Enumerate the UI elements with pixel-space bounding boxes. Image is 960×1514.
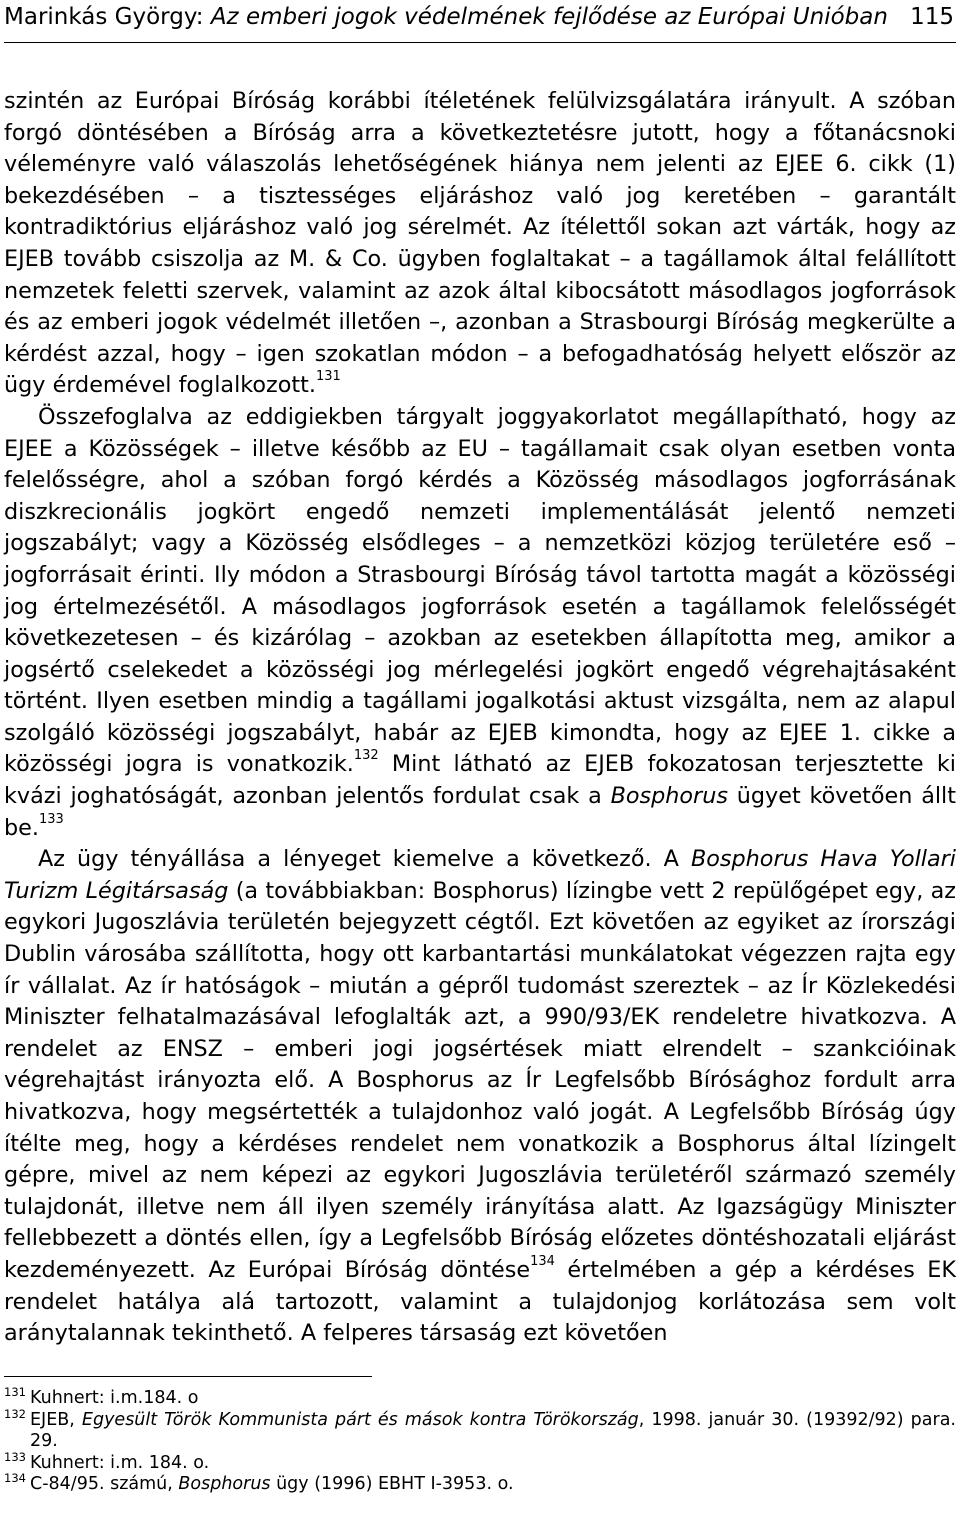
footnote-133 (4, 1449, 956, 1475)
footnote-ref-134[interactable]: 134 (530, 1253, 555, 1269)
footnote-number: 133 (4, 1449, 26, 1464)
footnote-ref-132[interactable]: 132 (353, 748, 379, 764)
header-divider (4, 42, 956, 43)
footnotes (4, 1385, 956, 1496)
footnote-ref-133[interactable]: 133 (38, 811, 64, 827)
paragraph-text: értelmében a gép a kérdéses EK rendelet hatálya alá tartozott, valamint a tulajdonjog korlátozása sem volt aránytalannak tekinthető. A felperes társaság ezt követően (4, 1256, 956, 1347)
footnote-ref-131[interactable]: 131 (315, 369, 341, 385)
company-name: Bosphorus Hava Yollari Turizm Légitársaság (4, 846, 956, 904)
paragraph-text: Mint látható az EJEB fokozatosan terjesztette ki kvázi joghatóságát, azonban jelentős fordulat csak a (4, 751, 956, 810)
footnote-number: 132 (4, 1406, 26, 1421)
header-title: Az emberi jogok védelmének fejlődése az Európai Unióban (210, 4, 888, 30)
footnote-131 (4, 1385, 956, 1410)
footnote-number: 131 (4, 1385, 26, 1399)
page-number: 115 (910, 4, 954, 30)
paragraph-text: (a továbbiakban: Bosphorus) lízingbe vett 2 repülőgépet egy, az egykori Jugoszlávia területén bejegyzett cégtől. Ezt követően az egyiket az írországi Dublin városába szállította, hogy ott karbantartási munkálatokat végezzen rajta egy ír vállalat. Az ír hatóságok – miután a gépről tudomást szereztek – az Ír Közlekedési Miniszter felhatalmazásával lefoglalták azt, a 990/93/EK rendeletre hivatkozva. A rendelet az ENSZ – emberi jogi jogsértések miatt elrendelt – szankcióinak végrehajtást irányozta elő. A Bosphorus az Ír Legfelsőbb Bírósághoz fordult arra hivatkozva, hogy megsértették a tulajdonhoz való jogát. A Legfelsőbb Bíróság úgy ítélte meg, hogy a kérdéses rendelet nem vonatkozik a Bosphorus által lízingelt gépre, mivel az nem képezi az egykori Jugoszlávia területéről származó személy tulajdonát, illetve nem áll ilyen személy irányítása alatt. Az Igazságügy Miniszter fellebbezett a döntés ellen, így a Legfelsőbb Bíróság előzetes döntéshozatali eljárást kezdeményezett. Az Európai Bíróság döntése (4, 877, 957, 1283)
footnote-text: Kuhnert: i.m. 184. o. (30, 1452, 210, 1473)
body-text (4, 86, 956, 1350)
paragraph-text: Az ügy tényállása a lényeget kiemelve a következő. A (38, 846, 691, 873)
footnote-divider (4, 1376, 372, 1377)
paragraph-3 (4, 844, 956, 1350)
case-name: Bosphorus (610, 783, 728, 810)
footnote-text: EJEB, (30, 1409, 82, 1430)
footnote-text: C-84/95. számú, (30, 1474, 179, 1494)
footnote-italic: Bosphorus (178, 1474, 271, 1494)
paragraph-text: szintén az Európai Bíróság korábbi ítéletének felülvizsgálatára irányult. A szóban forgó döntésében a Bíróság arra a következtetésre jutott, hogy a főtanácsnoki véleményre való válaszolás lehetőségének hiánya nem jelenti az EJEE 6. cikk (1) bekezdésében – a tisztességes eljáráshoz való jog keretében – garantált kontradiktórius eljáráshoz való jog sérelmét. Az ítélettől sokan azt várták, hogy az EJEB tovább csiszolja az M. & Co. ügyben foglaltakat – a tagállamok által felállított nemzetek feletti szervek, valamint az azok által kibocsátott másodlagos jogforrások és az emberi jogok védelmét illetően –, azonban a Strasbourgi Bíróság megkerülte a kérdést azzal, hogy – igen szokatlan módon – a befogadhatóság helyett először az ügy érdemével foglalkozott. (4, 88, 956, 399)
running-header (4, 2, 956, 40)
paragraph-text: Összefoglalva az eddigiekben tárgyalt joggyakorlatot megállapítható, hogy az EJEE a Közösségek – illetve később az EU – tagállamait csak olyan esetben vonta felelősségre, ahol a szóban forgó kérdés a Közösség másodlagos jogforrásának diszkrecionális jogkört engedő nemzeti implementálását jelentő nemzeti jogszabályt; vagy a Közösség elsődleges – a nemzetközi közjog területére eső – jogforrásait érinti. Ily módon a Strasbourgi Bíróság távol tartotta magát a közösségi jog értelmezésétől. A másodlagos jogforrások esetén a tagállamok felelősségét következetesen – és kizárólag – azokban az esetekben állapította meg, amikor a jogsértő cselekedet a közösségi jog mérlegelési jogkört engedő végrehajtásaként történt. Ilyen esetben mindig a tagállami jogalkotási aktust vizsgálta, nem az alapul szolgáló közösségi jogszabályt, habár az EJEB kimondta, hogy az EJEE 1. cikke a közösségi jogra is vonatkozik. (4, 403, 956, 778)
footnote-text: , 1998. január 30. (19392/92) para. 29. (30, 1409, 956, 1451)
footnote-134 (4, 1471, 956, 1496)
header-author: Marinkás György: (4, 4, 211, 30)
footnote-number: 134 (4, 1471, 26, 1485)
paragraph-2 (4, 402, 956, 844)
paragraph-text: ügyet követően állt be. (4, 783, 956, 841)
footnote-text: Kuhnert: i.m.184. o (30, 1388, 199, 1408)
footnote-italic: Egyesült Török Kommunista párt és mások kontra Törökország (81, 1409, 639, 1430)
footnote-text: ügy (1996) EBHT I-3953. o. (270, 1474, 514, 1494)
footnote-132 (4, 1406, 956, 1453)
paragraph-1 (4, 86, 956, 402)
